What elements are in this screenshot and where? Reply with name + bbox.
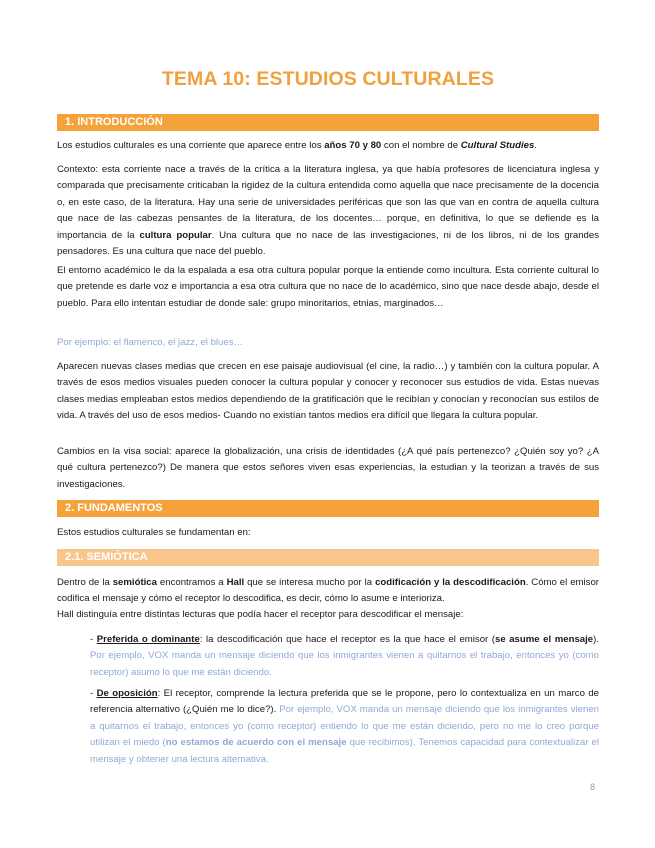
intro-example: Por ejemplo: el flamenco, el jazz, el blues…: [57, 337, 244, 348]
intro-paragraph-4: Aparecen nuevas clases medias que crecen en ese paisaje audiovisual (el cine, la radio…) y también con la cultura popular. A través de esos medios visuales pueden conocer la cultura popular y conocer y reconocer sus estudios de vida. Estas nuevas clases medias empleaban estos medios dependiendo de la gratificación que le recibían y conocían y reconocían sus estilos de vida. A través del uso de esos medios- Cuando no existían tantos medios era difícil que llegara la cultura popular.: [57, 361, 599, 422]
reading-type-preferida: - Preferida o dominante: la descodificación que hace el receptor es la que hace el emisor (se asume el mensaje). Por ejemplo, VOX manda un mensaje diciendo que los inmigrantes vienen a quitarnos el trabajo, entonces yo (como receptor) asumo lo que me están diciendo.: [90, 634, 599, 678]
intro-paragraph-3: El entorno académico le da la espalada a esa otra cultura popular porque la entiende como incultura. Esta corriente cultural lo que pretende es darle voz e importancia a esa otra cultura que no nace de lo académico, sino que nace desde abajo, desde el pueblo. Para ello intentan estudiar de donde sale: grupo minoritarios, etnias, marginados…: [57, 265, 599, 309]
section-header-fundamentos: 2. FUNDAMENTOS: [57, 500, 599, 517]
semiotica-paragraph-2: Hall distinguía entre distintas lecturas que podía hacer el receptor para descodificar el mensaje:: [57, 609, 464, 620]
reading-type-oposicion: - De oposición: El receptor, comprende la lectura preferida que se le propone, pero lo contextualiza en un marco de referencia alternativo (¿Quién me lo dice?). Por ejemplo, VOX manda un mensaje diciendo que los inmigrantes vienen a quitarnos el trabajo, entonces yo (como receptor) entiendo lo que me están diciendo, pero no me lo creo porque utilizan el miedo (no estamos de acuerdo con el mensaje que recibimos). Tenemos capacidad para contextualizar el mensaje y obtener una lectura alternativa.: [90, 688, 600, 765]
semiotica-paragraph-1: Dentro de la semiótica encontramos a Hall que se interesa mucho por la codificación y la descodificación. Cómo el emisor codifica el mensaje y cómo el receptor lo descodifica, es decir, cómo lo asume e interioriza.: [57, 577, 599, 605]
intro-paragraph-2: Contexto: esta corriente nace a través de la crítica a la literatura inglesa, ya que había profesores de licenciatura inglesa y comparada que precisamente criticaban la rigidez de la cultura entendida como aquella que nace precisamente de la docencia o, en este caso, de la literatura. Hay una serie de universidades periféricas que son las que van en contra de aquella cultura que nace de las cabezas pensantes de la literatura, de los docentes… porque, en definitiva, lo que se defiende es la importancia de la cultura popular. Una cultura que no nace de las investigaciones, ni de los libros, ni de los grandes pensadores. Es una cultura que nace del pueblo.: [57, 164, 600, 258]
section-header-introduccion: 1. INTRODUCCIÓN: [57, 114, 599, 131]
subsection-header-semiotica: 2.1. SEMIÓTICA: [57, 549, 599, 566]
page-title: TEMA 10: ESTUDIOS CULTURALES: [161, 68, 495, 90]
intro-paragraph-5: Cambios en la visa social: aparece la globalización, una crisis de identidades (¿A qué país pertenezco? ¿Quién soy yo? ¿A qué cultura pertenezco?) De manera que estos señores viven esas experiencias, la estudian y la teorizan a través de sus investigaciones.: [57, 446, 599, 490]
intro-paragraph-1: Los estudios culturales es una corriente que aparece entre los años 70 y 80 con el nombre de Cultural Studies.: [57, 140, 537, 151]
fundamentos-paragraph: Estos estudios culturales se fundamentan en:: [57, 527, 251, 538]
page-number: 8: [590, 782, 596, 792]
